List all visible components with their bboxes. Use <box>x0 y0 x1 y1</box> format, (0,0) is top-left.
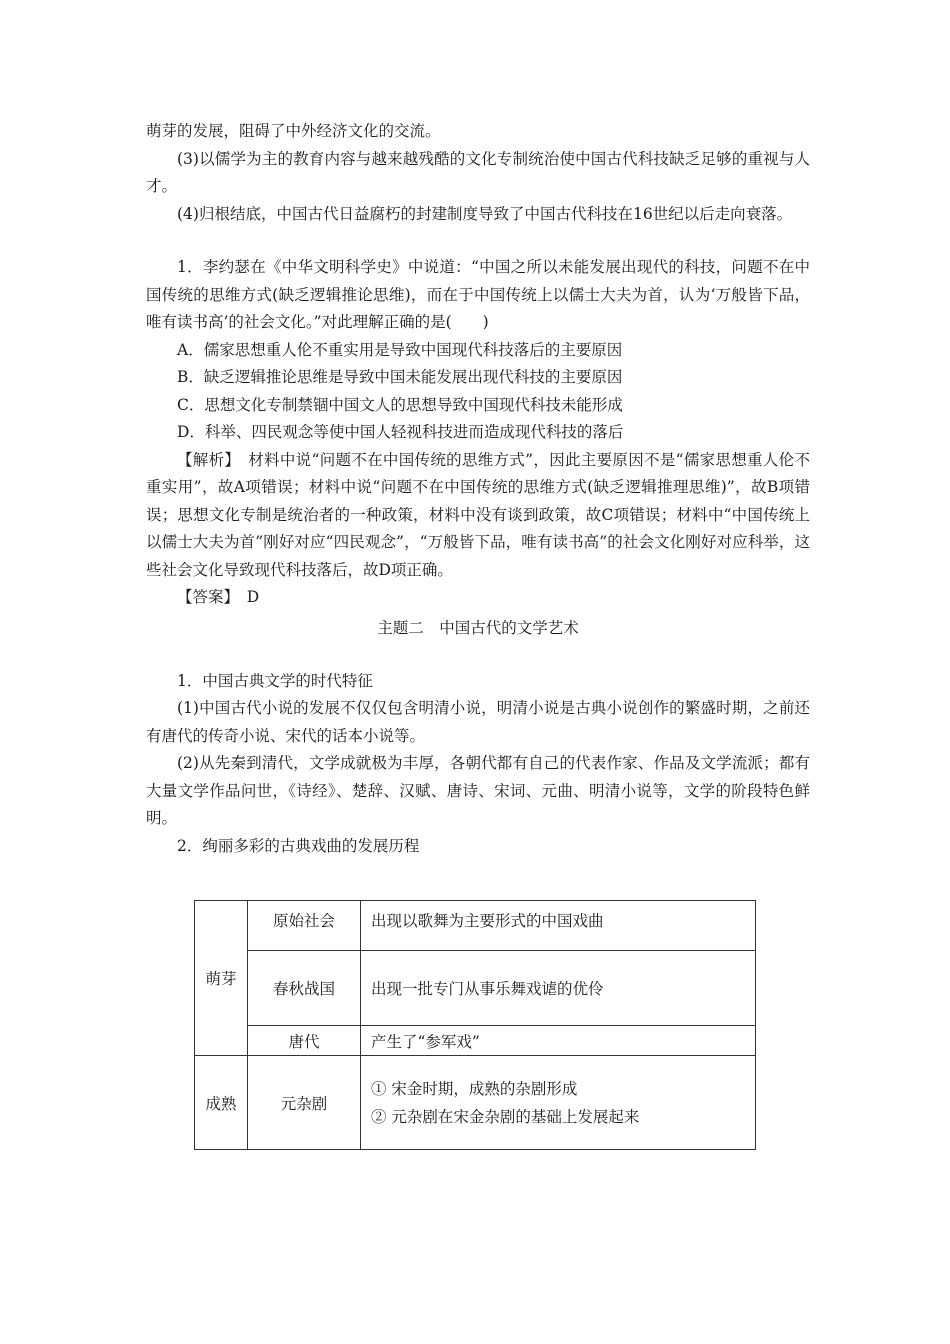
option-b: B．缺乏逻辑推论思维是导致中国未能发展出现代科技的主要原因 <box>177 368 623 386</box>
document-body <box>146 118 810 860</box>
table-row <box>195 901 756 951</box>
period-cell: 元杂剧 <box>248 1056 361 1150</box>
period-cell: 唐代 <box>248 1026 361 1056</box>
paragraph: (2)从先秦到清代，文学成就极为丰厚，各朝代都有自己的代表作家、作品及文学流派；都有大量文学作品问世，《诗经》、楚辞、汉赋、唐诗、宋词、元曲、明清小说等，文学的阶段特色鲜明。 <box>146 754 810 827</box>
answer-text: D <box>231 588 260 606</box>
section-title: 主题二 中国古代的文学艺术 <box>377 618 579 637</box>
analysis-text: 材料中说“问题不在中国传统的思维方式”，因此主要原因不是“儒家思想重人伦不重实用”，故A项错误；材料中说“问题不在中国传统的思维方式(缺乏逻辑推理思维)”，故B项错误；思想文化专制是统治者的一种政策，材料中没有谈到政策，故C项错误；材料中“中国传统上以儒士大夫为首”刚好对应“四民观念”，“万般皆下品，唯有读书高”的社会文化刚好对应科举，这些社会文化导致现代科技落后，故D项正确。 <box>146 450 810 579</box>
table-row <box>195 1056 756 1150</box>
desc-cell <box>361 1056 756 1150</box>
desc-cell: 出现一批专门从事乐舞戏谑的优伶 <box>361 951 756 1026</box>
stage-cell: 萌芽 <box>195 901 248 1056</box>
desc-cell: 产生了“参军戏” <box>361 1026 756 1056</box>
section-heading: 1．中国古典文学的时代特征 <box>177 671 373 690</box>
table-row <box>195 1026 756 1056</box>
desc-cell: 出现以歌舞为主要形式的中国戏曲 <box>361 901 756 951</box>
paragraph: (3)以儒学为主的教育内容与越来越残酷的文化专制统治使中国古代科技缺乏足够的重视与人才。 <box>146 149 810 195</box>
question-stem: 1．李约瑟在《中华文明科学史》中说道：“中国之所以未能发展出现代的科技，问题不在中国传统的思维方式(缺乏逻辑推论思维)，而在于中国传统上以儒士大夫为首，认为‘万般皆下品，唯有读书高’的社会文化。”对此理解正确的是( ) <box>146 258 810 331</box>
table-row <box>195 951 756 1026</box>
stage-cell: 成熟 <box>195 1056 248 1150</box>
answer <box>146 584 810 612</box>
mature-point: ① 宋金时期，成熟的杂剧形成 <box>371 1079 578 1098</box>
answer-label: 【答案】 <box>177 588 232 606</box>
paragraph: (1)中国古代小说的发展不仅仅包含明清小说，明清小说是古典小说创作的繁盛时期，之前还有唐代的传奇小说、宋代的话本小说等。 <box>146 699 810 745</box>
mature-point: ② 元杂剧在宋金杂剧的基础上发展起来 <box>371 1107 640 1126</box>
opera-history-table <box>194 900 756 1150</box>
analysis-label: 【解析】 <box>177 450 233 469</box>
option-c: C．思想文化专制禁锢中国文人的思想导致中国现代科技未能形成 <box>177 395 623 414</box>
option-d: D．科举、四民观念等使中国人轻视科技进而造成现代科技的落后 <box>177 423 624 441</box>
period-cell: 原始社会 <box>248 901 361 951</box>
option-a: A．儒家思想重人伦不重实用是导致中国现代科技落后的主要原因 <box>177 340 623 359</box>
analysis <box>146 447 810 585</box>
paragraph: 萌芽的发展，阻碍了中外经济文化的交流。 <box>146 122 441 140</box>
period-cell: 春秋战国 <box>248 951 361 1026</box>
section-heading: 2．绚丽多彩的古典戏曲的发展历程 <box>177 836 420 855</box>
paragraph: (4)归根结底，中国古代日益腐朽的封建制度导致了中国古代科技在16世纪以后走向衰落。 <box>177 204 793 223</box>
